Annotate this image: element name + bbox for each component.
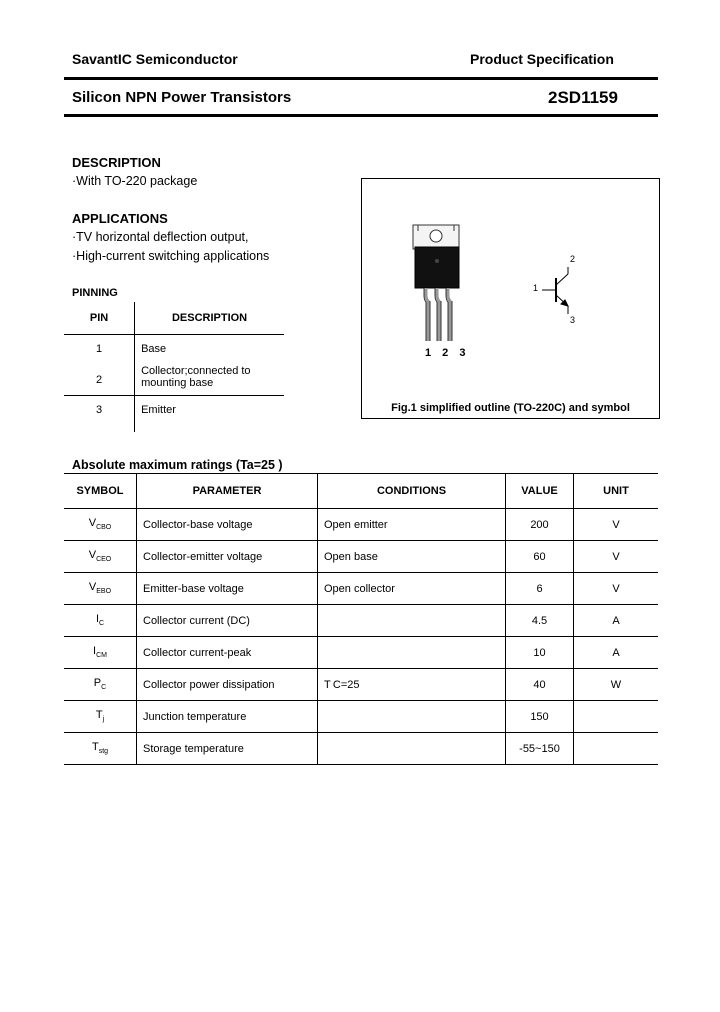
parameter-cell: Collector current (DC) [137,605,318,637]
value-cell: 150 [506,701,574,733]
conditions-cell [318,701,506,733]
pinning-table [64,302,284,432]
unit-cell [574,733,659,765]
conditions-cell: T C=25 [318,669,506,701]
unit-header: UNIT [574,474,659,509]
value-cell: 200 [506,509,574,541]
table-row [64,701,658,733]
symbol-cell: $I_{CM}$ [64,637,137,669]
conditions-header: CONDITIONS [318,474,506,509]
application-item: ·TV horizontal deflection output, [72,230,249,244]
value-cell: 60 [506,541,574,573]
to220-package-drawing [362,179,659,418]
figure-box [361,178,660,419]
pinning-title: PINNING [72,287,118,299]
applications-title: APPLICATIONS [72,211,168,226]
npn-transistor-symbol-icon [542,267,568,314]
pin-row [64,335,284,366]
table-row [64,541,658,573]
unit-cell: V [574,573,659,605]
parameter-header: PARAMETER [137,474,318,509]
parameter-cell: Collector-base voltage [137,509,318,541]
parameter-cell: Storage temperature [137,733,318,765]
parameter-cell: Emitter-base voltage [137,573,318,605]
description-title: DESCRIPTION [72,155,161,170]
application-item: ·High-current switching applications [72,249,270,263]
symbol-cell: $V_{EBO}$ [64,573,137,605]
figure-caption: Fig.1 simplified outline (TO-220C) and symbol [391,402,630,414]
ratings-table [64,473,658,765]
unit-cell: W [574,669,659,701]
header-rule-top [64,77,658,80]
pin-row [64,365,284,396]
table-row [64,509,658,541]
table-row [64,669,658,701]
parameter-cell: Collector-emitter voltage [137,541,318,573]
unit-cell: A [574,637,659,669]
symbol-pin-1: 1 [533,283,539,293]
value-header: VALUE [506,474,574,509]
doc-type: Product Specification [470,51,614,67]
symbol-cell: $V_{CEO}$ [64,541,137,573]
symbol-pin-2: 2 [570,254,576,264]
conditions-cell: Open emitter [318,509,506,541]
parameter-cell: Collector current-peak [137,637,318,669]
symbol-header: SYMBOL [64,474,137,509]
value-cell: 10 [506,637,574,669]
parameter-cell: Junction temperature [137,701,318,733]
ratings-title: Absolute maximum ratings (Ta=25 ) [72,458,283,472]
pin-number: 1 [64,335,135,366]
pin-desc: Collector;connected to mounting base [135,365,284,396]
pin-number: 2 [64,365,135,396]
symbol-cell: $V_{CBO}$ [64,509,137,541]
symbol-cell: $T_{stg}$ [64,733,137,765]
conditions-cell: Open base [318,541,506,573]
part-number: 2SD1159 [548,88,618,107]
conditions-cell [318,637,506,669]
company-name: SavantIC Semiconductor [72,51,238,67]
symbol-cell: $I_C$ [64,605,137,637]
parameter-cell: Collector power dissipation [137,669,318,701]
table-row [64,637,658,669]
pin-desc: Emitter [141,404,176,416]
table-row [64,573,658,605]
value-cell: 4.5 [506,605,574,637]
unit-cell [574,701,659,733]
symbol-cell: $P_C$ [64,669,137,701]
pin-description-header: DESCRIPTION [135,302,284,335]
table-row [64,733,658,765]
value-cell: -55~150 [506,733,574,765]
unit-cell: V [574,509,659,541]
symbol-pin-3: 3 [570,315,576,325]
conditions-cell: Open collector [318,573,506,605]
package-pin-labels: 1 2 3 [425,347,470,359]
header-rule-bottom [64,114,658,117]
value-cell: 6 [506,573,574,605]
unit-cell: A [574,605,659,637]
table-row [64,605,658,637]
pin-desc: Base [141,343,167,355]
pin-number: 3 [64,396,135,433]
conditions-cell [318,605,506,637]
pin-header: PIN [64,302,135,335]
unit-cell: V [574,541,659,573]
pin-row [64,396,284,433]
symbol-cell: $T_j$ [64,701,137,733]
conditions-cell [318,733,506,765]
description-item: ·With TO-220 package [72,174,198,188]
value-cell: 40 [506,669,574,701]
product-line: Silicon NPN Power Transistors [72,89,292,106]
